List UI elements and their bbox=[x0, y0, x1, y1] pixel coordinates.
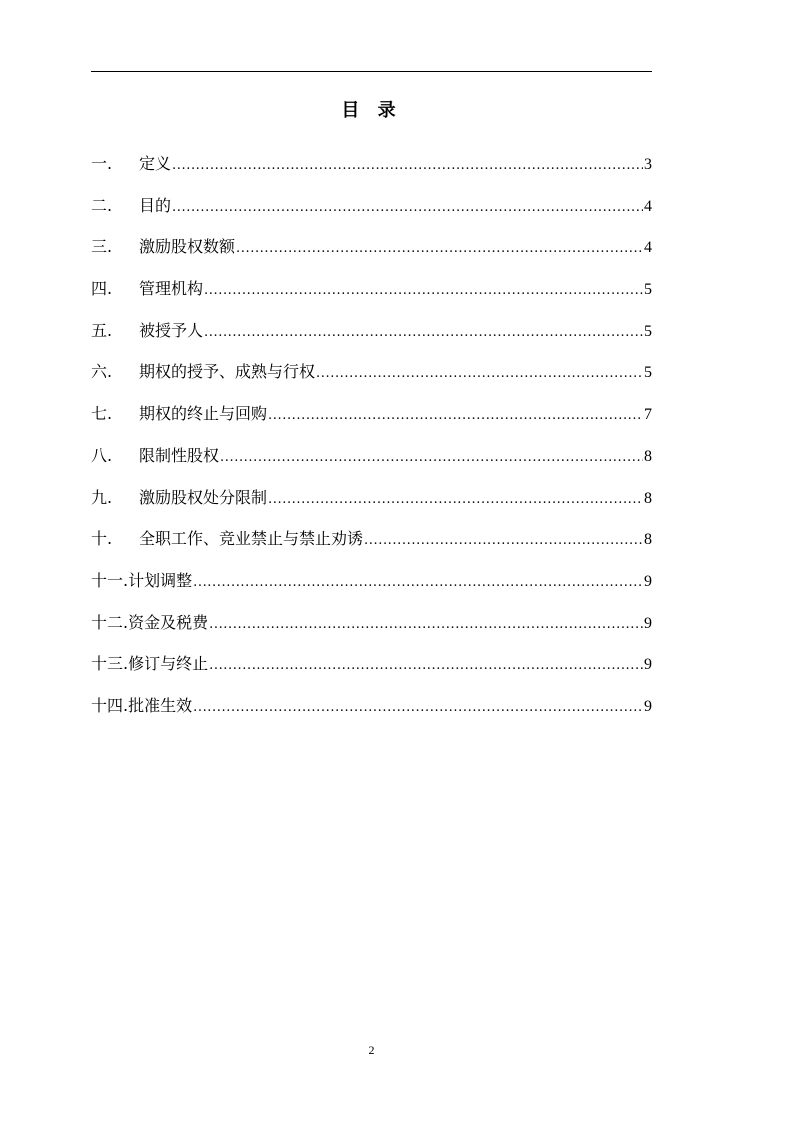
toc-dot-leader bbox=[364, 525, 643, 555]
toc-entry[interactable] bbox=[91, 692, 652, 734]
toc-entry-number: 六. bbox=[91, 362, 113, 382]
toc-dot-leader bbox=[172, 150, 643, 180]
toc-entry-label: 期权的授予、成熟与行权 bbox=[139, 362, 316, 382]
toc-dot-leader bbox=[204, 317, 643, 347]
toc-entry[interactable] bbox=[91, 525, 652, 567]
header-rule bbox=[91, 71, 652, 72]
toc-entry-number: 十一. bbox=[91, 570, 129, 590]
table-of-contents bbox=[91, 150, 652, 734]
toc-entry-label: 被授予人 bbox=[139, 320, 204, 340]
toc-entry-label: 期权的终止与回购 bbox=[139, 404, 268, 424]
toc-entry-page: 8 bbox=[644, 531, 652, 549]
toc-entry-number: 四. bbox=[91, 279, 113, 299]
toc-entry-page: 5 bbox=[644, 364, 652, 382]
toc-title: 目 录 bbox=[341, 100, 402, 121]
toc-entry-page: 9 bbox=[644, 614, 652, 632]
toc-entry-page: 7 bbox=[644, 406, 652, 424]
toc-entry-page: 5 bbox=[644, 281, 652, 299]
toc-entry-number: 八. bbox=[91, 445, 113, 465]
toc-dot-leader bbox=[268, 484, 643, 514]
toc-entry-page: 9 bbox=[644, 656, 652, 674]
toc-dot-leader bbox=[209, 650, 643, 680]
toc-entry-number: 十四. bbox=[91, 695, 129, 715]
toc-entry[interactable] bbox=[91, 567, 652, 609]
toc-entry-number: 一. bbox=[91, 154, 113, 173]
toc-entry[interactable] bbox=[91, 317, 652, 359]
toc-entry-page: 4 bbox=[644, 197, 652, 215]
toc-entry-number: 十二. bbox=[91, 612, 129, 632]
toc-entry-label: 激励股权处分限制 bbox=[139, 487, 268, 507]
toc-entry-number: 五. bbox=[91, 320, 113, 340]
toc-entry-label: 批准生效 bbox=[128, 695, 193, 715]
toc-entry-number: 九. bbox=[91, 487, 113, 507]
toc-entry-page: 8 bbox=[644, 447, 652, 465]
toc-entry-number: 二. bbox=[91, 195, 113, 215]
toc-dot-leader bbox=[268, 400, 643, 430]
toc-entry[interactable] bbox=[91, 609, 652, 651]
toc-dot-leader bbox=[193, 567, 643, 597]
toc-entry-page: 8 bbox=[644, 489, 652, 507]
toc-entry[interactable] bbox=[91, 358, 652, 400]
toc-entry-label: 激励股权数额 bbox=[139, 237, 236, 257]
toc-entry[interactable] bbox=[91, 150, 652, 192]
toc-entry-label: 计划调整 bbox=[128, 570, 193, 590]
toc-entry-label: 管理机构 bbox=[139, 279, 204, 299]
toc-entry-label: 目的 bbox=[139, 195, 172, 215]
toc-entry[interactable] bbox=[91, 192, 652, 234]
toc-entry-page: 9 bbox=[644, 697, 652, 715]
toc-dot-leader bbox=[193, 692, 643, 722]
toc-entry[interactable] bbox=[91, 275, 652, 317]
toc-entry-page: 3 bbox=[644, 156, 652, 173]
toc-entry-page: 9 bbox=[644, 572, 652, 590]
toc-entry[interactable] bbox=[91, 650, 652, 692]
toc-entry-label: 限制性股权 bbox=[139, 445, 220, 465]
toc-dot-leader bbox=[316, 358, 643, 388]
toc-entry-number: 三. bbox=[91, 237, 113, 257]
toc-entry[interactable] bbox=[91, 233, 652, 275]
toc-dot-leader bbox=[209, 609, 643, 639]
toc-entry-page: 5 bbox=[644, 322, 652, 340]
toc-entry[interactable] bbox=[91, 400, 652, 442]
toc-dot-leader bbox=[236, 233, 643, 263]
toc-dot-leader bbox=[172, 192, 643, 222]
toc-entry-number: 十三. bbox=[91, 654, 129, 674]
toc-entry[interactable] bbox=[91, 442, 652, 484]
toc-entry-number: 十. bbox=[91, 529, 113, 549]
page-number: 2 bbox=[368, 1043, 375, 1057]
toc-entry[interactable] bbox=[91, 484, 652, 526]
toc-entry-label: 定义 bbox=[139, 154, 172, 173]
toc-entry-page: 4 bbox=[644, 239, 652, 257]
toc-dot-leader bbox=[204, 275, 643, 305]
toc-entry-number: 七. bbox=[91, 404, 113, 424]
toc-dot-leader bbox=[220, 442, 643, 472]
toc-entry-label: 修订与终止 bbox=[128, 654, 209, 674]
toc-entry-label: 全职工作、竞业禁止与禁止劝诱 bbox=[139, 529, 364, 549]
toc-entry-label: 资金及税费 bbox=[128, 612, 209, 632]
